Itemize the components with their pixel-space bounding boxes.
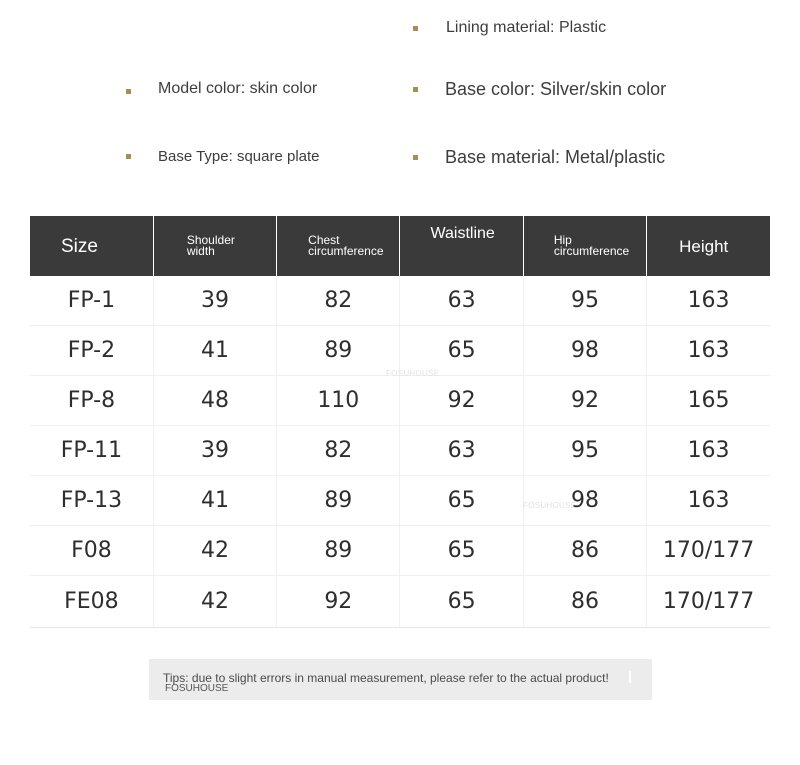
cell-waist: 63 bbox=[400, 426, 523, 476]
cell-shoulder: 41 bbox=[153, 476, 276, 526]
table-header-row bbox=[30, 216, 770, 276]
header-chest-line2: circumference bbox=[308, 244, 384, 258]
cell-height: 163 bbox=[647, 426, 770, 476]
header-height: Height bbox=[647, 216, 770, 276]
cell-size: FP-11 bbox=[30, 426, 153, 476]
cell-waist: 65 bbox=[400, 526, 523, 576]
header-shoulder-line1: Shoulder bbox=[186, 233, 235, 247]
cell-shoulder: 39 bbox=[153, 426, 276, 476]
spec-base-color bbox=[413, 79, 666, 100]
spec-base-type-text: Base Type: square plate bbox=[158, 148, 320, 165]
cell-size: FP-13 bbox=[30, 476, 153, 526]
spec-model-color bbox=[126, 80, 317, 98]
cell-height: 163 bbox=[647, 476, 770, 526]
header-hip-line2: circumference bbox=[553, 244, 630, 258]
cell-height: 163 bbox=[647, 276, 770, 326]
cell-shoulder: 48 bbox=[153, 376, 276, 426]
cell-waist: 65 bbox=[400, 326, 523, 376]
header-waistline: Waistline bbox=[400, 216, 523, 276]
bullet-icon bbox=[413, 155, 418, 160]
bullet-icon bbox=[413, 87, 418, 92]
table-row bbox=[30, 376, 770, 426]
cell-waist: 65 bbox=[400, 476, 523, 526]
cell-hip: 86 bbox=[523, 576, 646, 628]
header-hip-circumference bbox=[523, 216, 646, 276]
cell-size: FE08 bbox=[30, 576, 153, 628]
header-shoulder-width bbox=[153, 216, 276, 276]
spec-base-material bbox=[413, 147, 665, 168]
cell-shoulder: 42 bbox=[153, 576, 276, 628]
cell-chest: 82 bbox=[277, 426, 400, 476]
cell-chest: 89 bbox=[277, 326, 400, 376]
spec-lining-material-text: Lining material: Plastic bbox=[446, 19, 607, 36]
header-shoulder-line2: width bbox=[186, 244, 215, 258]
tips-box bbox=[149, 659, 652, 700]
cell-waist: 65 bbox=[400, 576, 523, 628]
cell-chest: 92 bbox=[277, 576, 400, 628]
bullet-icon bbox=[126, 89, 131, 94]
spec-model-color-text: Model color: skin color bbox=[158, 80, 318, 97]
cell-height: 163 bbox=[647, 326, 770, 376]
bullet-icon bbox=[126, 154, 131, 159]
spec-base-type bbox=[126, 148, 320, 165]
cell-height: 170/177 bbox=[647, 576, 770, 628]
cell-shoulder: 39 bbox=[153, 276, 276, 326]
table-row bbox=[30, 576, 770, 628]
cell-chest: 89 bbox=[277, 476, 400, 526]
cell-hip: 92 bbox=[523, 376, 646, 426]
size-table bbox=[30, 216, 770, 628]
cell-hip: 95 bbox=[523, 426, 646, 476]
table-row bbox=[30, 526, 770, 576]
cell-size: FP-8 bbox=[30, 376, 153, 426]
cell-chest: 89 bbox=[277, 526, 400, 576]
watermark: FOSUHOUSE bbox=[523, 501, 577, 510]
watermark: FOSUHOUSE bbox=[386, 369, 440, 378]
cell-waist: 63 bbox=[400, 276, 523, 326]
header-chest-circumference bbox=[277, 216, 400, 276]
cell-height: 165 bbox=[647, 376, 770, 426]
cell-size: FP-1 bbox=[30, 276, 153, 326]
header-hip-line1: Hip bbox=[553, 233, 572, 247]
cell-shoulder: 41 bbox=[153, 326, 276, 376]
tips-brand: FOSUHOUSE bbox=[165, 683, 229, 694]
cell-hip: 86 bbox=[523, 526, 646, 576]
cell-chest: 110 bbox=[277, 376, 400, 426]
cell-hip: 95 bbox=[523, 276, 646, 326]
cell-hip: 98 bbox=[523, 326, 646, 376]
table-row bbox=[30, 426, 770, 476]
tips-text: Tips: due to slight errors in manual measurement, please refer to the actual product! bbox=[163, 671, 609, 685]
table-row bbox=[30, 326, 770, 376]
header-chest-line1: Chest bbox=[308, 233, 340, 247]
table-row bbox=[30, 476, 770, 526]
table-row bbox=[30, 276, 770, 326]
spec-base-color-text: Base color: Silver/skin color bbox=[445, 79, 667, 99]
spec-lining-material bbox=[413, 19, 606, 37]
cell-chest: 82 bbox=[277, 276, 400, 326]
spec-base-material-text: Base material: Metal/plastic bbox=[445, 147, 666, 167]
header-size: Size bbox=[30, 216, 153, 276]
bullet-icon bbox=[413, 26, 418, 31]
cell-hip: 98 bbox=[523, 476, 646, 526]
cell-height: 170/177 bbox=[647, 526, 770, 576]
cell-waist: 92 bbox=[400, 376, 523, 426]
cell-shoulder: 42 bbox=[153, 526, 276, 576]
cell-size: F08 bbox=[30, 526, 153, 576]
cell-size: FP-2 bbox=[30, 326, 153, 376]
tips-divider bbox=[629, 671, 631, 683]
